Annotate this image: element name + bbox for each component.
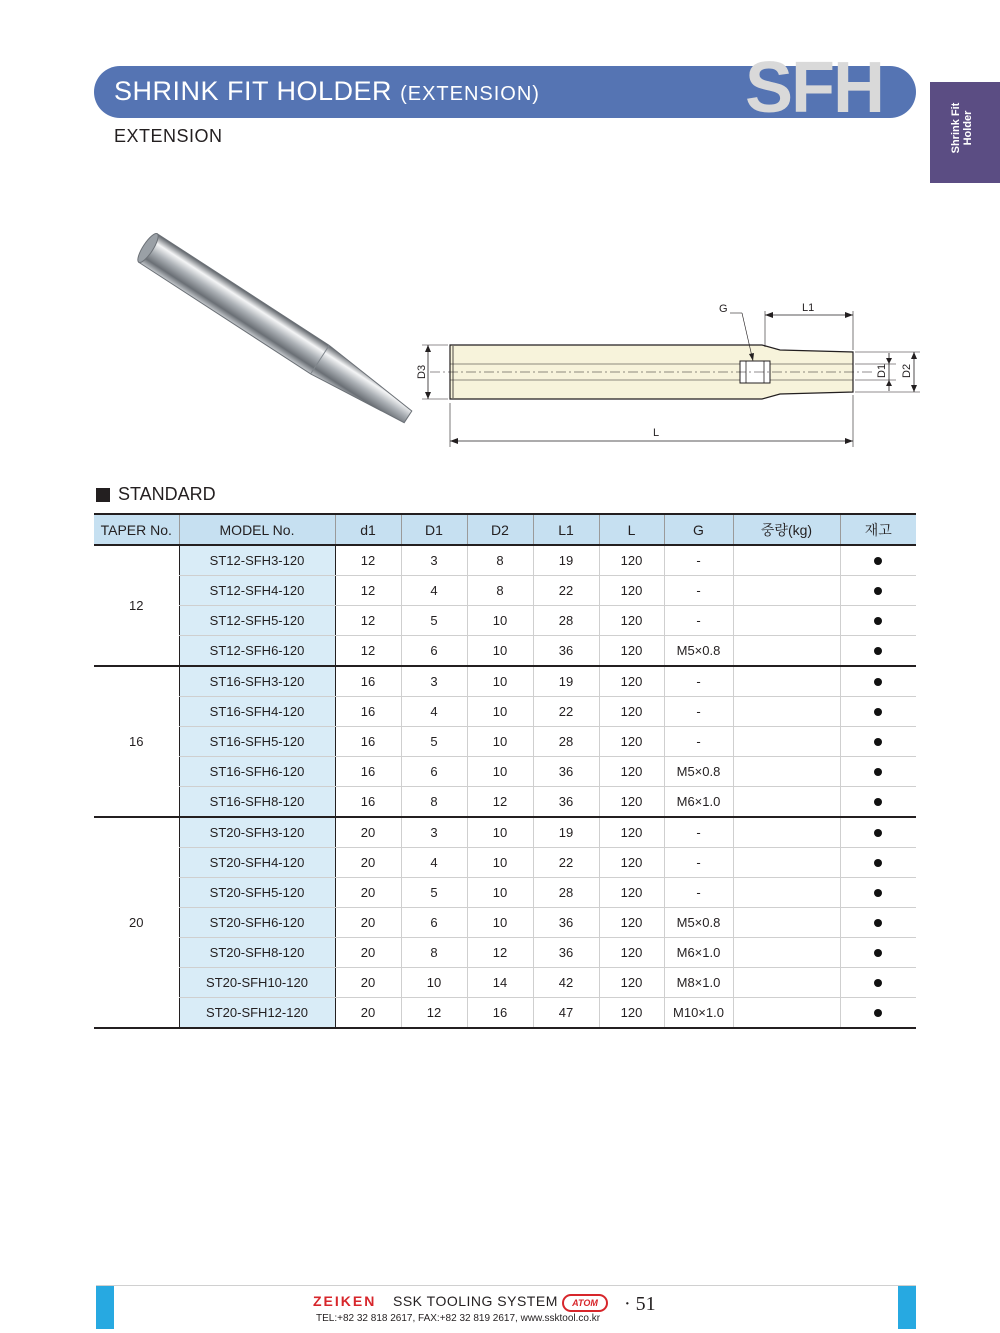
spec-cell: 10 — [467, 666, 533, 697]
spec-cell: 20 — [335, 968, 401, 998]
label-l1: L1 — [802, 302, 815, 314]
spec-cell: 16 — [467, 998, 533, 1029]
spec-cell: 120 — [599, 757, 664, 787]
table-row — [94, 938, 916, 968]
spec-cell: 10 — [467, 757, 533, 787]
in-stock-icon — [874, 798, 882, 806]
spec-cell: - — [664, 697, 733, 727]
spec-cell: 10 — [467, 636, 533, 667]
spec-cell: 16 — [335, 697, 401, 727]
stock-cell — [840, 968, 916, 998]
stock-cell — [840, 697, 916, 727]
table-row — [94, 697, 916, 727]
col-header: d1 — [335, 514, 401, 545]
spec-cell: 14 — [467, 968, 533, 998]
col-header: L — [599, 514, 664, 545]
stock-cell — [840, 727, 916, 757]
spec-cell: 20 — [335, 998, 401, 1029]
weight-cell — [733, 787, 840, 818]
brand-logo: ZEIKEN — [313, 1293, 377, 1309]
spec-cell: 10 — [467, 817, 533, 848]
spec-cell: 10 — [467, 848, 533, 878]
spec-cell: 8 — [467, 576, 533, 606]
spec-cell: 16 — [335, 666, 401, 697]
model-cell: ST12-SFH3-120 — [179, 545, 335, 576]
table-row — [94, 757, 916, 787]
col-header: D2 — [467, 514, 533, 545]
spec-cell: - — [664, 727, 733, 757]
spec-cell: 120 — [599, 878, 664, 908]
col-header: L1 — [533, 514, 599, 545]
model-cell: ST16-SFH8-120 — [179, 787, 335, 818]
stock-cell — [840, 908, 916, 938]
spec-cell: 5 — [401, 878, 467, 908]
spec-cell: 10 — [467, 697, 533, 727]
label-d2: D2 — [901, 363, 913, 378]
spec-cell: - — [664, 545, 733, 576]
spec-cell: M6×1.0 — [664, 787, 733, 818]
weight-cell — [733, 666, 840, 697]
taper-cell: 16 — [94, 666, 179, 817]
spec-cell: 6 — [401, 757, 467, 787]
product-photo — [100, 220, 420, 470]
spec-cell: 120 — [599, 606, 664, 636]
taper-cell: 20 — [94, 817, 179, 1028]
col-header: G — [664, 514, 733, 545]
weight-cell — [733, 727, 840, 757]
spec-cell: 36 — [533, 908, 599, 938]
stock-cell — [840, 998, 916, 1029]
spec-cell: 6 — [401, 636, 467, 667]
in-stock-icon — [874, 557, 882, 565]
in-stock-icon — [874, 829, 882, 837]
atom-logo: ATOM — [562, 1294, 608, 1312]
spec-cell: 12 — [335, 606, 401, 636]
spec-cell: 120 — [599, 908, 664, 938]
taper-cell: 12 — [94, 545, 179, 666]
spec-cell: 36 — [533, 787, 599, 818]
spec-cell: 36 — [533, 757, 599, 787]
spec-cell: 120 — [599, 697, 664, 727]
spec-cell: 3 — [401, 817, 467, 848]
table-row — [94, 968, 916, 998]
spec-cell: - — [664, 848, 733, 878]
spec-cell: 120 — [599, 817, 664, 848]
spec-cell: - — [664, 666, 733, 697]
weight-cell — [733, 878, 840, 908]
col-header: D1 — [401, 514, 467, 545]
spec-cell: 10 — [467, 908, 533, 938]
spec-cell: - — [664, 817, 733, 848]
in-stock-icon — [874, 587, 882, 595]
page-title: SHRINK FIT HOLDER (EXTENSION) — [114, 76, 540, 106]
footer-accent-left — [96, 1286, 114, 1329]
spec-cell: 120 — [599, 998, 664, 1029]
table-row — [94, 908, 916, 938]
in-stock-icon — [874, 919, 882, 927]
col-header: 재고 — [840, 514, 916, 545]
model-cell: ST20-SFH8-120 — [179, 938, 335, 968]
in-stock-icon — [874, 738, 882, 746]
weight-cell — [733, 938, 840, 968]
spec-cell: 22 — [533, 697, 599, 727]
table-row — [94, 727, 916, 757]
page-title-suffix: (EXTENSION) — [400, 83, 540, 105]
weight-cell — [733, 968, 840, 998]
model-cell: ST12-SFH6-120 — [179, 636, 335, 667]
spec-cell: 20 — [335, 817, 401, 848]
col-header: TAPER No. — [94, 514, 179, 545]
spec-cell: 20 — [335, 848, 401, 878]
table-row — [94, 606, 916, 636]
table-row — [94, 636, 916, 667]
in-stock-icon — [874, 889, 882, 897]
weight-cell — [733, 908, 840, 938]
model-cell: ST16-SFH4-120 — [179, 697, 335, 727]
product-code: SFH — [745, 48, 883, 128]
spec-cell: 10 — [467, 606, 533, 636]
page-number: · 51 — [624, 1293, 656, 1315]
spec-cell: M10×1.0 — [664, 998, 733, 1029]
table-row — [94, 878, 916, 908]
side-tab[interactable] — [930, 82, 1000, 183]
spec-cell: 12 — [467, 787, 533, 818]
label-g: G — [719, 303, 728, 315]
stock-cell — [840, 938, 916, 968]
spec-cell: 16 — [335, 787, 401, 818]
spec-cell: 19 — [533, 817, 599, 848]
spec-cell: 12 — [467, 938, 533, 968]
spec-cell: 4 — [401, 576, 467, 606]
table-header-row — [94, 514, 916, 545]
model-cell: ST12-SFH4-120 — [179, 576, 335, 606]
table-row — [94, 998, 916, 1029]
stock-cell — [840, 787, 916, 818]
footer-system: SSK TOOLING SYSTEM — [393, 1293, 558, 1309]
model-cell: ST20-SFH5-120 — [179, 878, 335, 908]
spec-cell: - — [664, 878, 733, 908]
table-row — [94, 545, 916, 576]
spec-cell: M8×1.0 — [664, 968, 733, 998]
model-cell: ST20-SFH4-120 — [179, 848, 335, 878]
spec-cell: 12 — [335, 545, 401, 576]
spec-cell: 28 — [533, 878, 599, 908]
weight-cell — [733, 576, 840, 606]
spec-cell: 3 — [401, 666, 467, 697]
square-bullet-icon — [96, 488, 110, 502]
spec-cell: M5×0.8 — [664, 636, 733, 667]
spec-cell: 4 — [401, 697, 467, 727]
label-d3: D3 — [416, 364, 428, 379]
spec-cell: 120 — [599, 666, 664, 697]
model-cell: ST20-SFH3-120 — [179, 817, 335, 848]
spec-cell: - — [664, 606, 733, 636]
spec-cell: 47 — [533, 998, 599, 1029]
spec-cell: 120 — [599, 848, 664, 878]
spec-cell: M5×0.8 — [664, 757, 733, 787]
label-d1: D1 — [876, 363, 888, 378]
technical-drawing — [410, 295, 930, 455]
spec-cell: 120 — [599, 787, 664, 818]
in-stock-icon — [874, 708, 882, 716]
spec-cell: 20 — [335, 908, 401, 938]
table-row — [94, 848, 916, 878]
table-row — [94, 576, 916, 606]
spec-cell: 5 — [401, 727, 467, 757]
weight-cell — [733, 757, 840, 787]
spec-cell: 42 — [533, 968, 599, 998]
spec-cell: 120 — [599, 938, 664, 968]
weight-cell — [733, 636, 840, 667]
spec-table — [94, 513, 916, 1029]
spec-cell: 10 — [401, 968, 467, 998]
model-cell: ST16-SFH5-120 — [179, 727, 335, 757]
spec-cell: 10 — [467, 727, 533, 757]
stock-cell — [840, 576, 916, 606]
spec-cell: 4 — [401, 848, 467, 878]
spec-cell: 28 — [533, 727, 599, 757]
weight-cell — [733, 848, 840, 878]
spec-cell: M5×0.8 — [664, 908, 733, 938]
section-title: STANDARD — [118, 484, 216, 504]
table-row — [94, 787, 916, 818]
spec-cell: 3 — [401, 545, 467, 576]
stock-cell — [840, 545, 916, 576]
model-cell: ST12-SFH5-120 — [179, 606, 335, 636]
stock-cell — [840, 636, 916, 667]
in-stock-icon — [874, 678, 882, 686]
side-tab-label: Shrink Fit Holder — [950, 102, 974, 154]
spec-cell: 120 — [599, 545, 664, 576]
spec-cell: 12 — [335, 576, 401, 606]
spec-cell: - — [664, 576, 733, 606]
weight-cell — [733, 697, 840, 727]
spec-cell: 22 — [533, 576, 599, 606]
spec-cell: 19 — [533, 545, 599, 576]
model-cell: ST20-SFH12-120 — [179, 998, 335, 1029]
in-stock-icon — [874, 768, 882, 776]
col-header: MODEL No. — [179, 514, 335, 545]
stock-cell — [840, 666, 916, 697]
spec-cell: 8 — [401, 938, 467, 968]
spec-cell: 10 — [467, 878, 533, 908]
spec-cell: 36 — [533, 938, 599, 968]
model-cell: ST20-SFH6-120 — [179, 908, 335, 938]
spec-cell: 36 — [533, 636, 599, 667]
model-cell: ST20-SFH10-120 — [179, 968, 335, 998]
in-stock-icon — [874, 647, 882, 655]
table-row — [94, 666, 916, 697]
weight-cell — [733, 606, 840, 636]
spec-cell: 120 — [599, 576, 664, 606]
weight-cell — [733, 998, 840, 1029]
weight-cell — [733, 817, 840, 848]
spec-cell: 22 — [533, 848, 599, 878]
page-subtitle: EXTENSION — [114, 126, 223, 146]
spec-cell: 20 — [335, 938, 401, 968]
table-row — [94, 817, 916, 848]
section-heading — [96, 484, 216, 505]
in-stock-icon — [874, 949, 882, 957]
model-cell: ST16-SFH6-120 — [179, 757, 335, 787]
spec-cell: 12 — [401, 998, 467, 1029]
spec-cell: 20 — [335, 878, 401, 908]
weight-cell — [733, 545, 840, 576]
stock-cell — [840, 848, 916, 878]
in-stock-icon — [874, 859, 882, 867]
spec-cell: 8 — [467, 545, 533, 576]
in-stock-icon — [874, 617, 882, 625]
model-cell: ST16-SFH3-120 — [179, 666, 335, 697]
spec-cell: 16 — [335, 757, 401, 787]
spec-cell: 19 — [533, 666, 599, 697]
label-l: L — [653, 427, 660, 439]
spec-cell: 5 — [401, 606, 467, 636]
spec-cell: 16 — [335, 727, 401, 757]
stock-cell — [840, 606, 916, 636]
spec-cell: 120 — [599, 727, 664, 757]
spec-cell: 8 — [401, 787, 467, 818]
stock-cell — [840, 757, 916, 787]
in-stock-icon — [874, 1009, 882, 1017]
spec-cell: 28 — [533, 606, 599, 636]
stock-cell — [840, 878, 916, 908]
footer-accent-right — [898, 1286, 916, 1329]
footer-contact: TEL:+82 32 818 2617, FAX:+82 32 819 2617, www.ssktool.co.kr — [316, 1313, 601, 1324]
stock-cell — [840, 817, 916, 848]
col-header: 중량(kg) — [733, 514, 840, 545]
spec-cell: 12 — [335, 636, 401, 667]
spec-cell: 6 — [401, 908, 467, 938]
spec-cell: 120 — [599, 968, 664, 998]
spec-cell: M6×1.0 — [664, 938, 733, 968]
spec-cell: 120 — [599, 636, 664, 667]
in-stock-icon — [874, 979, 882, 987]
